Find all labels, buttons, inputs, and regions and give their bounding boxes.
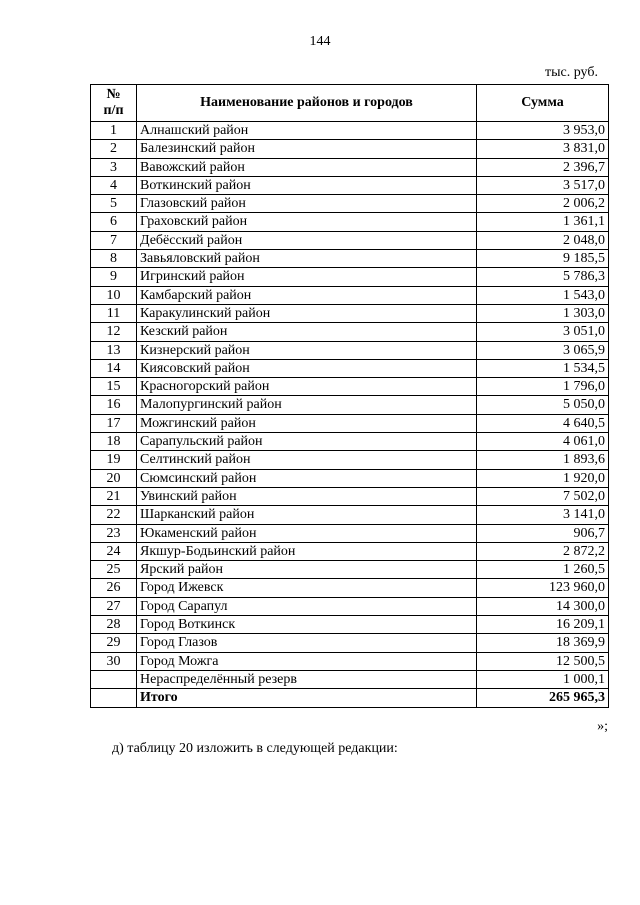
row-number: 16: [91, 396, 137, 414]
row-number: 29: [91, 634, 137, 652]
row-sum: 5 050,0: [477, 396, 609, 414]
table-row: [91, 195, 609, 213]
row-sum: 4 061,0: [477, 433, 609, 451]
row-sum: 18 369,9: [477, 634, 609, 652]
row-name: Балезинский район: [137, 140, 477, 158]
row-sum: 1 000,1: [477, 670, 609, 688]
row-name: Город Сарапул: [137, 597, 477, 615]
row-sum: 1 920,0: [477, 469, 609, 487]
table-body: [91, 122, 609, 689]
row-sum: 2 872,2: [477, 542, 609, 560]
row-sum: 3 065,9: [477, 341, 609, 359]
table-row: [91, 359, 609, 377]
table-row: [91, 304, 609, 322]
table-row: [91, 433, 609, 451]
table-total-row: [91, 689, 609, 707]
row-number: 15: [91, 378, 137, 396]
row-sum: 5 786,3: [477, 268, 609, 286]
table-header-row: [91, 85, 609, 122]
row-sum: 1 796,0: [477, 378, 609, 396]
units-label: тыс. руб.: [545, 65, 598, 80]
table-row: [91, 634, 609, 652]
table-row: [91, 378, 609, 396]
row-number: 28: [91, 616, 137, 634]
row-sum: 3 141,0: [477, 506, 609, 524]
row-name: Сарапульский район: [137, 433, 477, 451]
row-number: 5: [91, 195, 137, 213]
row-sum: 12 500,5: [477, 652, 609, 670]
table-row: [91, 122, 609, 140]
table-row: [91, 561, 609, 579]
table-row: [91, 652, 609, 670]
row-name: Киясовский район: [137, 359, 477, 377]
row-sum: 2 396,7: [477, 158, 609, 176]
row-sum: 3 051,0: [477, 323, 609, 341]
row-sum: 3 517,0: [477, 176, 609, 194]
row-name: Якшур-Бодьинский район: [137, 542, 477, 560]
row-sum: 1 543,0: [477, 286, 609, 304]
table-row: [91, 176, 609, 194]
row-name: Алнашский район: [137, 122, 477, 140]
districts-table: [90, 84, 609, 708]
table-row: [91, 213, 609, 231]
table-row: [91, 250, 609, 268]
row-number: 8: [91, 250, 137, 268]
row-number: 9: [91, 268, 137, 286]
row-sum: 4 640,5: [477, 414, 609, 432]
table-row: [91, 524, 609, 542]
row-number: 24: [91, 542, 137, 560]
row-number: 11: [91, 304, 137, 322]
total-number: [91, 689, 137, 707]
table-row: [91, 579, 609, 597]
row-name: Селтинский район: [137, 451, 477, 469]
row-name: Каракулинский район: [137, 304, 477, 322]
total-label: Итого: [137, 689, 477, 707]
row-number: 23: [91, 524, 137, 542]
row-name: Игринский район: [137, 268, 477, 286]
header-sum: Сумма: [477, 85, 609, 122]
header-name: Наименование районов и городов: [137, 85, 477, 122]
row-name: Кезский район: [137, 323, 477, 341]
row-sum: 7 502,0: [477, 487, 609, 505]
row-number: 20: [91, 469, 137, 487]
row-name: Красногорский район: [137, 378, 477, 396]
row-sum: 1 260,5: [477, 561, 609, 579]
table-row: [91, 140, 609, 158]
table-row: [91, 396, 609, 414]
instruction-text: д) таблицу 20 изложить в следующей редакции:: [112, 741, 398, 756]
row-name: Можгинский район: [137, 414, 477, 432]
row-number: 25: [91, 561, 137, 579]
row-sum: 2 048,0: [477, 231, 609, 249]
row-number: 21: [91, 487, 137, 505]
row-number: [91, 670, 137, 688]
row-sum: 906,7: [477, 524, 609, 542]
table-row: [91, 506, 609, 524]
row-number: 22: [91, 506, 137, 524]
row-sum: 1 534,5: [477, 359, 609, 377]
row-name: Юкаменский район: [137, 524, 477, 542]
row-number: 2: [91, 140, 137, 158]
row-name: Ярский район: [137, 561, 477, 579]
table-row: [91, 487, 609, 505]
row-number: 27: [91, 597, 137, 615]
closing-quote: »;: [597, 719, 608, 734]
row-name: Граховский район: [137, 213, 477, 231]
row-name: Город Глазов: [137, 634, 477, 652]
row-number: 17: [91, 414, 137, 432]
row-sum: 2 006,2: [477, 195, 609, 213]
row-number: 6: [91, 213, 137, 231]
header-number: № п/п: [91, 85, 137, 122]
row-name: Вавожский район: [137, 158, 477, 176]
row-sum: 1 303,0: [477, 304, 609, 322]
row-name: Город Можга: [137, 652, 477, 670]
row-number: 19: [91, 451, 137, 469]
row-number: 12: [91, 323, 137, 341]
row-sum: 1 893,6: [477, 451, 609, 469]
row-sum: 3 953,0: [477, 122, 609, 140]
row-number: 14: [91, 359, 137, 377]
row-name: Кизнерский район: [137, 341, 477, 359]
row-number: 30: [91, 652, 137, 670]
row-name: Город Ижевск: [137, 579, 477, 597]
table-row: [91, 542, 609, 560]
row-number: 4: [91, 176, 137, 194]
total-sum: 265 965,3: [477, 689, 609, 707]
table-row: [91, 341, 609, 359]
table-row: [91, 158, 609, 176]
page-number: 144: [309, 34, 331, 49]
row-number: 7: [91, 231, 137, 249]
row-name: Нераспределённый резерв: [137, 670, 477, 688]
row-name: Воткинский район: [137, 176, 477, 194]
row-sum: 123 960,0: [477, 579, 609, 597]
row-number: 1: [91, 122, 137, 140]
table-row: [91, 616, 609, 634]
row-name: Малопургинский район: [137, 396, 477, 414]
row-name: Завьяловский район: [137, 250, 477, 268]
row-name: Камбарский район: [137, 286, 477, 304]
row-number: 13: [91, 341, 137, 359]
row-sum: 3 831,0: [477, 140, 609, 158]
row-number: 18: [91, 433, 137, 451]
row-number: 26: [91, 579, 137, 597]
table-row: [91, 469, 609, 487]
row-number: 3: [91, 158, 137, 176]
row-sum: 16 209,1: [477, 616, 609, 634]
row-name: Увинский район: [137, 487, 477, 505]
table-row: [91, 231, 609, 249]
table-row: [91, 451, 609, 469]
row-sum: 1 361,1: [477, 213, 609, 231]
table-row: [91, 268, 609, 286]
table-row: [91, 597, 609, 615]
row-name: Глазовский район: [137, 195, 477, 213]
table-row: [91, 323, 609, 341]
row-name: Сюмсинский район: [137, 469, 477, 487]
row-number: 10: [91, 286, 137, 304]
row-sum: 14 300,0: [477, 597, 609, 615]
row-name: Город Воткинск: [137, 616, 477, 634]
row-sum: 9 185,5: [477, 250, 609, 268]
row-name: Дебёсский район: [137, 231, 477, 249]
row-name: Шарканский район: [137, 506, 477, 524]
table-row: [91, 670, 609, 688]
table-row: [91, 286, 609, 304]
table-row: [91, 414, 609, 432]
